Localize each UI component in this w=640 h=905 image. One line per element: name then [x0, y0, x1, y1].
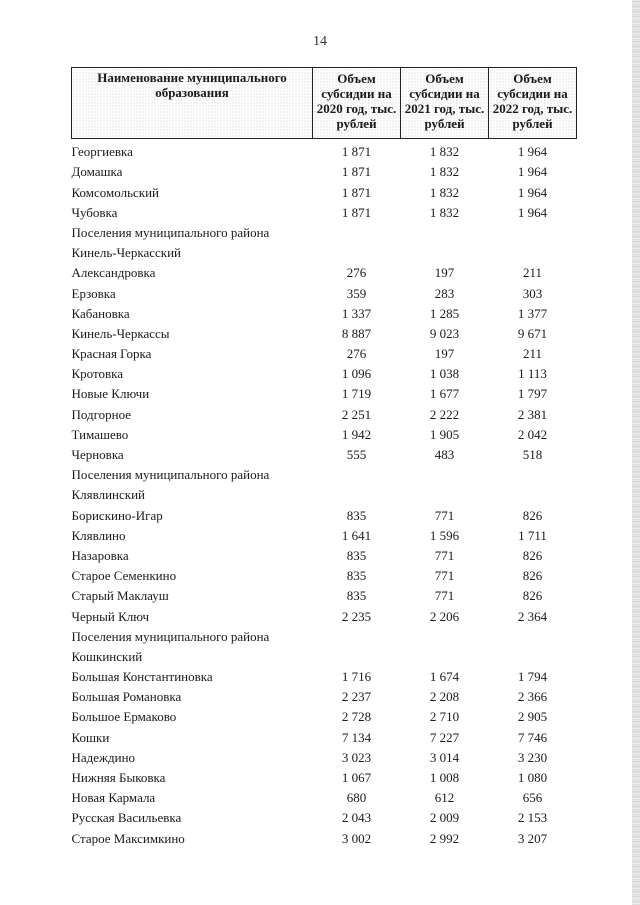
municipality-name: Новые Ключи — [71, 386, 150, 402]
table-row — [72, 422, 577, 442]
municipality-name: Подгорное — [71, 406, 132, 422]
table-row — [72, 765, 577, 785]
subsidy-2022: 1 964 — [517, 204, 548, 220]
subsidy-2021: 197 — [434, 265, 455, 281]
group-heading: Поселения муниципального района — [71, 628, 270, 644]
table-row — [72, 543, 577, 563]
table-row — [72, 361, 577, 381]
table-row — [72, 321, 577, 341]
group-heading-row — [72, 644, 577, 664]
table-row — [72, 805, 577, 825]
subsidy-2021: 1 677 — [429, 386, 460, 402]
municipality-name: Русская Васильевка — [71, 810, 182, 826]
subsidy-2020: 2 235 — [341, 608, 372, 624]
municipality-name: Георгиевка — [71, 144, 133, 160]
subsidy-2021: 771 — [434, 588, 455, 604]
subsidy-2022: 826 — [522, 547, 543, 563]
subsidy-2022: 656 — [522, 790, 543, 806]
table-header — [72, 68, 577, 139]
subsidy-2020: 276 — [346, 265, 367, 281]
table-row — [72, 563, 577, 583]
municipality-name: Александровка — [71, 265, 156, 281]
table-row — [72, 179, 577, 199]
group-heading-row — [72, 462, 577, 482]
subsidy-2020: 835 — [346, 588, 367, 604]
municipality-name: Кабановка — [71, 305, 130, 321]
table-row — [72, 301, 577, 321]
group-heading: Кошкинский — [71, 648, 143, 664]
table-row — [72, 523, 577, 543]
subsidy-2020: 1 942 — [341, 426, 372, 442]
header-2020: Объем субсидии на 2020 год, тыс. рублей — [313, 68, 401, 139]
table-row — [72, 341, 577, 361]
subsidy-2020: 276 — [346, 346, 367, 362]
municipality-name: Старое Семенкино — [71, 568, 177, 584]
subsidy-2020: 2 237 — [341, 689, 372, 705]
subsidy-2021: 9 023 — [429, 325, 460, 341]
subsidy-2020: 359 — [346, 285, 367, 301]
subsidy-2022: 2 364 — [517, 608, 548, 624]
subsidy-2022: 1 080 — [517, 770, 548, 785]
municipality-name: Клявлино — [71, 527, 126, 543]
municipality-name: Большая Романовка — [71, 689, 182, 705]
municipality-name: Старый Маклауш — [71, 588, 169, 604]
subsidy-2021: 197 — [434, 346, 455, 362]
subsidy-2022: 518 — [522, 447, 543, 462]
group-heading-row — [72, 482, 577, 502]
municipality-name: Большое Ермаково — [71, 709, 177, 725]
subsidy-2020: 1 337 — [341, 305, 372, 321]
subsidy-2020: 835 — [346, 568, 367, 584]
subsidy-2022: 303 — [522, 285, 543, 301]
subsidy-2022: 2 905 — [517, 709, 548, 725]
municipality-name: Надеждино — [71, 749, 136, 765]
subsidy-2021: 3 014 — [429, 749, 460, 765]
table-row — [72, 745, 577, 765]
group-heading: Поселения муниципального района — [71, 224, 270, 240]
subsidy-2020: 1 067 — [341, 770, 372, 785]
table-body — [72, 139, 577, 846]
subsidy-2022: 2 153 — [517, 810, 548, 826]
municipality-name: Красная Горка — [71, 346, 152, 362]
subsidy-2022: 2 381 — [517, 406, 548, 422]
subsidy-2022: 3 230 — [517, 749, 548, 765]
municipality-name: Нижняя Быковка — [71, 770, 166, 785]
subsidy-2022: 3 207 — [517, 830, 548, 846]
municipality-name: Домашка — [71, 164, 123, 180]
subsidy-2021: 1 832 — [429, 204, 460, 220]
subsidy-2022: 1 964 — [517, 144, 548, 160]
table-row — [72, 442, 577, 462]
subsidy-2020: 2 043 — [341, 810, 372, 826]
subsidy-2021: 1 596 — [429, 527, 460, 543]
subsidy-2021: 1 008 — [429, 770, 460, 785]
municipality-name: Черный Ключ — [71, 608, 150, 624]
scan-edge — [632, 0, 640, 905]
subsidy-2020: 1 096 — [341, 366, 372, 382]
municipality-name: Кинель-Черкассы — [71, 325, 170, 341]
subsidy-2022: 1 794 — [517, 669, 548, 685]
table-row — [72, 664, 577, 684]
municipality-name: Комсомольский — [71, 184, 159, 200]
municipality-name: Новая Кармала — [71, 790, 156, 806]
subsidy-2021: 2 208 — [429, 689, 460, 705]
subsidy-2022: 7 746 — [517, 729, 548, 745]
municipality-name: Черновка — [71, 447, 124, 462]
table-row — [72, 502, 577, 522]
subsidy-2021: 771 — [434, 547, 455, 563]
subsidy-2021: 2 992 — [429, 830, 460, 846]
subsidy-2020: 835 — [346, 547, 367, 563]
subsidy-2020: 7 134 — [341, 729, 372, 745]
subsidy-2020: 3 023 — [341, 749, 372, 765]
subsidy-2020: 680 — [346, 790, 367, 806]
header-2021: Объем субсидии на 2021 год, тыс. рублей — [401, 68, 489, 139]
subsidy-2021: 2 206 — [429, 608, 460, 624]
municipality-name: Тимашево — [71, 426, 129, 442]
page-number: 14 — [313, 34, 327, 49]
table-row — [72, 704, 577, 724]
table-row — [72, 159, 577, 179]
subsidy-2020: 1 871 — [341, 204, 372, 220]
subsidy-2020: 1 641 — [341, 527, 372, 543]
subsidy-2022: 826 — [522, 507, 543, 523]
subsidy-2021: 2 222 — [429, 406, 460, 422]
municipality-name: Кротовка — [71, 366, 124, 382]
subsidy-2022: 2 042 — [517, 426, 548, 442]
group-heading-row — [72, 240, 577, 260]
subsidy-2020: 1 871 — [341, 164, 372, 180]
municipality-name: Назаровка — [71, 547, 129, 563]
subsidy-2022: 2 366 — [517, 689, 548, 705]
table-row — [72, 724, 577, 744]
table-row — [72, 401, 577, 421]
subsidy-table — [71, 67, 577, 846]
table-row — [72, 139, 577, 160]
subsidy-2022: 1 113 — [518, 366, 547, 382]
table-row — [72, 684, 577, 704]
subsidy-2020: 1 871 — [341, 184, 372, 200]
subsidy-2021: 1 285 — [429, 305, 460, 321]
table-row — [72, 200, 577, 220]
subsidy-2020: 8 887 — [341, 325, 372, 341]
subsidy-2021: 483 — [434, 447, 455, 462]
subsidy-2022: 9 671 — [517, 325, 548, 341]
subsidy-2021: 1 674 — [429, 669, 460, 685]
subsidy-2020: 1 871 — [341, 144, 372, 160]
table-row — [72, 260, 577, 280]
subsidy-2022: 1 797 — [517, 386, 548, 402]
table-row — [72, 583, 577, 603]
subsidy-2022: 211 — [522, 265, 543, 281]
header-municipality: Наименование муниципального образования — [72, 68, 313, 139]
table-row — [72, 280, 577, 300]
subsidy-2021: 771 — [434, 507, 455, 523]
subsidy-2021: 2 009 — [429, 810, 460, 826]
subsidy-2022: 1 711 — [518, 527, 547, 543]
subsidy-2021: 1 905 — [429, 426, 460, 442]
table-row — [72, 381, 577, 401]
subsidy-2020: 835 — [346, 507, 367, 523]
subsidy-2021: 1 832 — [429, 144, 460, 160]
group-heading-row — [72, 624, 577, 644]
subsidy-2020: 2 728 — [341, 709, 372, 725]
table-row — [72, 825, 577, 845]
subsidy-2022: 826 — [522, 588, 543, 604]
header-2022: Объем субсидии на 2022 год, тыс. рублей — [489, 68, 577, 139]
group-heading: Кинель-Черкасский — [71, 245, 181, 261]
subsidy-2022: 826 — [522, 568, 543, 584]
subsidy-2020: 1 716 — [341, 669, 372, 685]
subsidy-2021: 2 710 — [429, 709, 460, 725]
subsidy-2021: 612 — [434, 790, 455, 806]
municipality-name: Старое Максимкино — [71, 830, 185, 846]
subsidy-2022: 1 964 — [517, 164, 548, 180]
subsidy-2020: 3 002 — [341, 830, 372, 846]
subsidy-2022: 211 — [522, 346, 543, 362]
subsidy-2021: 283 — [434, 285, 455, 301]
subsidy-2020: 1 719 — [341, 386, 372, 402]
subsidy-2022: 1 964 — [517, 184, 548, 200]
municipality-name: Ерзовка — [71, 285, 116, 301]
municipality-name: Большая Константиновка — [71, 669, 213, 685]
municipality-name: Кошки — [71, 729, 110, 745]
subsidy-2020: 2 251 — [341, 406, 372, 422]
subsidy-2021: 7 227 — [429, 729, 460, 745]
municipality-name: Борискино-Игар — [71, 507, 163, 523]
subsidy-2021: 1 038 — [429, 366, 460, 382]
subsidy-2021: 771 — [434, 568, 455, 584]
group-heading: Поселения муниципального района — [71, 467, 270, 483]
group-heading-row — [72, 220, 577, 240]
table-row — [72, 603, 577, 623]
subsidy-2020: 555 — [346, 447, 367, 462]
municipality-name: Чубовка — [71, 204, 118, 220]
subsidy-2021: 1 832 — [429, 184, 460, 200]
table-row — [72, 785, 577, 805]
subsidy-2021: 1 832 — [429, 164, 460, 180]
subsidy-2022: 1 377 — [517, 305, 548, 321]
group-heading: Клявлинский — [71, 487, 146, 503]
